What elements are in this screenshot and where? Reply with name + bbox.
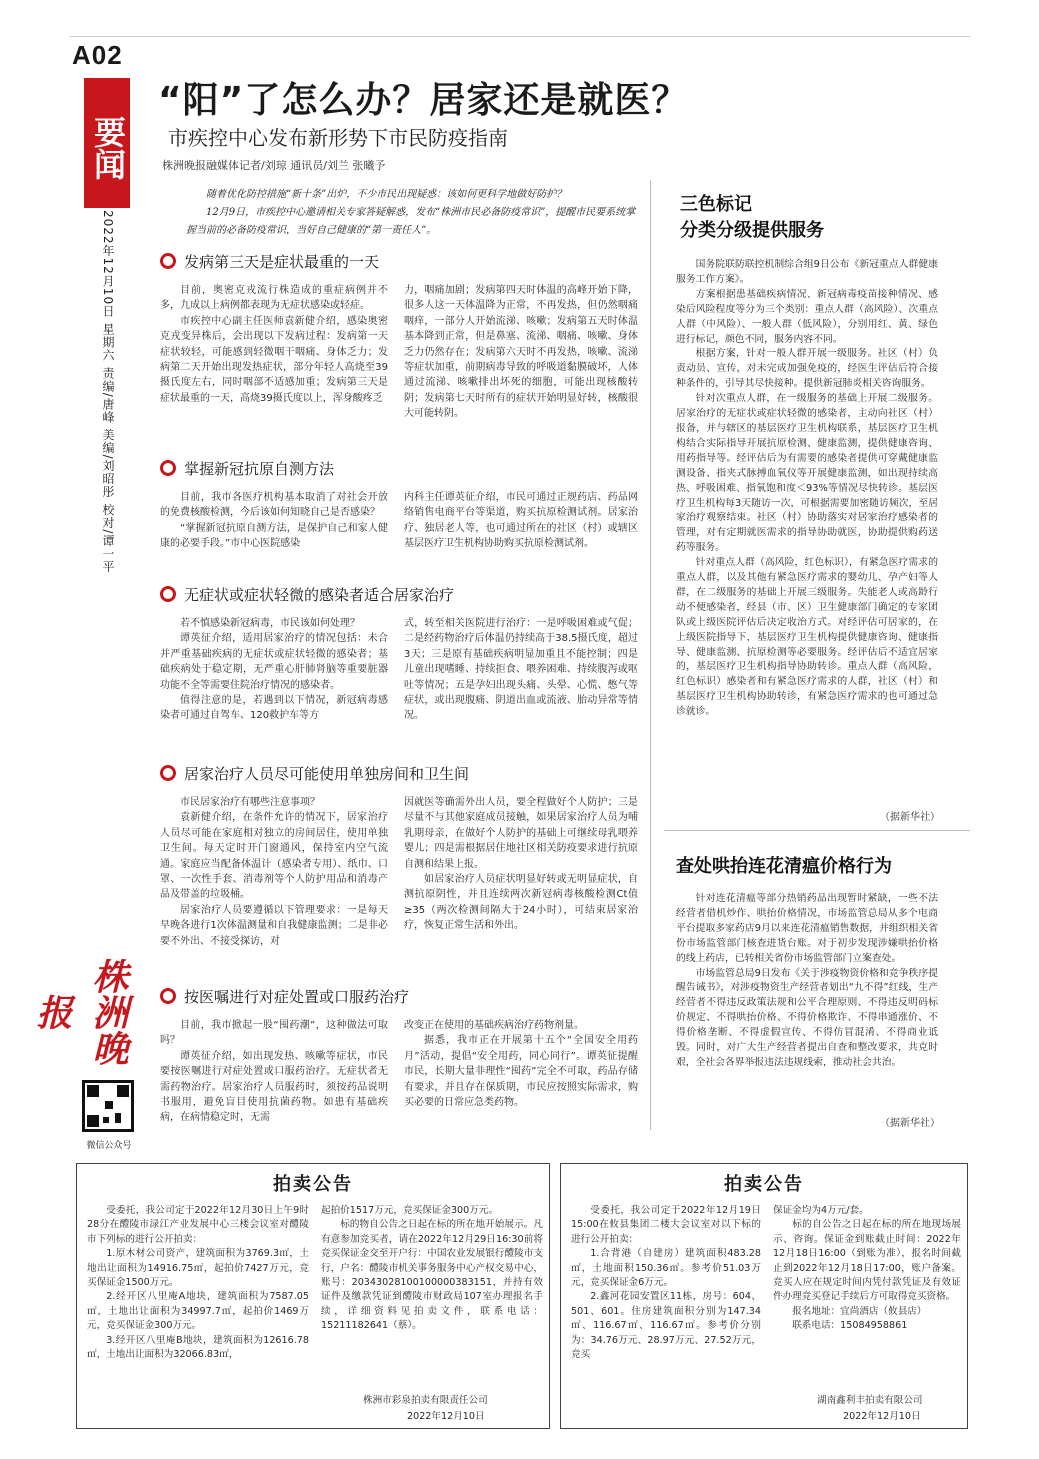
notice-date: 2022年12月10日 [843,1411,921,1422]
notice-date: 2022年12月10日 [407,1411,485,1422]
paragraph: 市场监管总局9日发布《关于涉疫物资价格和竞争秩序提醒告诫书》，对涉疫物资生产经营者划出“九不得”红线，生产经营者不得违反政策法规和公平合理原则、不得违反明码标价规定、不得哄抬价格、不得价格欺诈、不得串通涨价、不得价格垄断、不得虚假宣传、不得仿冒混淆、不得商业诋毁。同时，对广大生产经营者提出自查和整改要求，共克时艰，全社会各界举报违法违规线索，推动社会共治。 [676,967,938,1068]
paragraph: 市疾控中心副主任医师袁新健介绍，感染奥密克戎变异株后，会出现以下发病过程：发病第一天症状较轻，可能感到轻微咽干咽痛、身体乏力；发病第二天开始出现发热症状，部分年轻人高烧至39摄氏度左右，同时咽部不适感加重；发病第三天是症状最重的一天，高烧39摄氏度以上，浑身酸疼乏 [160,315,388,404]
newspaper-logo: 株洲晚报 [31,958,129,1066]
paragraph: 报名地址：宜尚酒店（攸县店） [792,1305,927,1317]
paragraph: 目前，我市各医疗机构基本取消了对社会开放的免费核酸检测，今后该如何知晓自己是否感染？ [160,492,388,519]
paragraph: 目前，我市掀起一股“囤药潮”，这种做法可取吗？ [160,1020,388,1047]
subheading-2: 掌握新冠抗原自测方法 [160,458,334,478]
paragraph: 保证金均为4万元/套。 [773,1205,869,1216]
section-4-col-1 [160,795,388,971]
paragraph: 标的自公告之日起在标的所在地现场展示、咨询。保证金到账截止时间：2022年12月18日16:00（到账为准），报名时间截止到2022年12月18日17:00，账户备案。竞买人应在规定时间内凭付款凭证及有效证件办理竞买登记手续后方可取得竞买资格。 [773,1219,961,1303]
bullet-circle-icon [160,988,176,1004]
paragraph: 联系电话：15084958861 [792,1320,908,1332]
notice-1-col-2 [321,1204,543,1388]
notice-2-col-2 [773,1204,961,1390]
subheading-3: 无症状或症状轻微的感染者适合居家治疗 [160,584,454,604]
right-article-body [676,258,938,806]
paragraph: 若不慎感染新冠病毒，市民该如何处理？ [180,618,360,629]
paragraph: 方案根据患基础疾病情况、新冠病毒疫苗接种情况、感染后风险程度等分为三个类别：重点人群（高风险）、次重点人群（中风险）、一般人群（低风险），分别用红、黄、绿色进行标记，颜色不同，服务内容不同。 [676,288,938,345]
right-article-2-title: 查处哄抬连花清瘟价格行为 [676,856,892,877]
byline: 株洲晚报融媒体记者/刘琼 通讯员/刘兰 张曦予 [162,159,386,172]
notice-title: 拍卖公告 [273,1174,353,1195]
lead-line: 随着优化防控措施“新十条”出炉，不少市民出现疑惑：该如何更科学地做好防护？ [206,189,567,200]
notice-2-col-1 [571,1204,761,1424]
paragraph: 谭英征介绍，适用居家治疗的情况包括：未合并严重基础疾病的无症状或症状轻微的感染者；基础疾病处于稳定期，无严重心肝肺肾脑等重要脏器功能不全等需要住院治疗情况的感染者。 [160,633,388,691]
paragraph: 市民居家治疗有哪些注意事项？ [180,797,320,808]
paragraph: 根据方案，针对一般人群开展一级服务。社区（村）负责动员、宣传，对未完成加强免疫的，经医生评估后符合接种条件的，引导其尽快接种。提供新冠肺炎相关咨询服务。 [676,348,938,390]
paragraph: 受委托，我公司定于2022年12月19日15:00在攸县集团二楼大会议室对以下标的进行公开拍卖： [571,1205,761,1245]
section-1-col-2 [404,283,638,443]
paragraph: 针对次重点人群，在一级服务的基础上开展二级服务。居家治疗的无症状或症状轻微的感染者，主动向社区（村）报备，并与辖区的基层医疗卫生机构联系，基层医疗卫生机构结合实际指导开展抗原检测、健康监测，提供健康咨询、用药指导等。经评估后为有需要的感染者提供可穿戴健康监测设备、指夹式脉搏血氧仪等开展健康监测，如出现持续高热、呼吸困难、指氧饱和度＜93%等情况尽快转诊。基层医疗卫生机构每3天随访一次，可根据需要加密随访频次，至居家治疗观察结束。社区（村）协助落实对居家治疗感染者的管理，对有定期就医需求的指导协助就医，协助提供购药送药等服务。 [676,393,938,554]
section-1-col-1 [160,283,388,443]
paragraph: 改变正在使用的基础疾病治疗药物剂量。 [404,1020,584,1031]
bullet-circle-icon [160,586,176,602]
paragraph: 针对连花清瘟等部分热销药品出现暂时紧缺，一些不法经营者借机炒作、哄抬价格情况，市场监管总局从多个电商平台提取多家药店9月以来连花清瘟销售数据，并组织相关省份市场监管部门核查进货台账。对于初步发现涉嫌哄抬价格的线上药店，已转相关省份市场监管部门立案查处。 [676,893,938,964]
section-5-col-2 [404,1018,638,1130]
lead-paragraph [186,186,644,240]
section-3-col-1 [160,616,388,746]
auction-notice-2 [560,1163,968,1429]
paragraph: 如居家治疗人员症状明显好转或无明显症状，自测抗原阴性，并且连续两次新冠病毒核酸检测Ct值≥35（两次检测间隔大于24小时），可结束居家治疗，恢复正常生活和外出。 [404,874,638,932]
paragraph: 居家治疗人员要遵循以下管理要求：一是每天早晚各进行1次体温测量和自我健康监测；二是非必要不外出、不接受探访，对 [160,904,388,947]
subheading-5: 按医嘱进行对症处置或口服药治疗 [160,986,409,1006]
paragraph: 值得注意的是，若遇到以下情况，新冠病毒感染者可通过自驾车、120救护车等方 [160,695,388,722]
right-article-title-1: 三色标记 [680,194,752,215]
subheading-4: 居家治疗人员尽可能使用单独房间和卫生间 [160,763,469,783]
paragraph: 式，转至相关医院进行治疗：一是呼吸困难或气促；二是经药物治疗后体温仍持续高于38.5摄氏度，超过3天；三是原有基础疾病明显加重且不能控制；四是儿童出现嗜睡、持续拒食、喂养困难、持续腹泻或呕吐等情况；五是孕妇出现头痛、头晕、心慌、憋气等症状，或出现腹痛、阴道出血或流液、胎动异常等情况。 [404,618,638,722]
section-5-col-1 [160,1018,388,1130]
top-rule [70,36,970,37]
notice-1-col-1 [87,1204,309,1424]
notice-title: 拍卖公告 [724,1174,804,1195]
auction-notice-1 [76,1163,550,1429]
paragraph: 1.合背港（自建房）建筑面积483.28㎡，土地面积150.36㎡。参考价51.03万元，竞买保证金6万元。 [571,1248,761,1289]
column-divider [650,180,651,1130]
paragraph: 标的物自公告之日起在标的所在地开始展示。凡有意参加竞买者，请在2022年12月29日16:30前将竞买保证金交至开户行：中国农业发展银行醴陵市支行，户名：醴陵市机关事务服务中心产权交易中心，账号：20343028100100000383151，并持有效证件及缴款凭证到醴陵市财政局107室办理报名手续，详细资料见拍卖文件，联系电话：15211182641（蔡）。 [321,1219,543,1332]
paragraph: 袁新健介绍，在条件允许的情况下，居家治疗人员尽可能在家庭相对独立的房间居住，使用单独卫生间。每天定时开门窗通风，保持室内空气流通。家庭应当配备体温计（感染者专用）、纸巾、口罩、一次性手套、消毒剂等个人防护用品和消毒产品及带盖的垃圾桶。 [160,812,388,901]
paragraph: 力，咽痛加剧；发病第四天时体温的高峰开始下降，很多人这一天体温降为正常，不再发热，但仍然咽痛咽痒，一部分人开始流涕、咳嗽；发病第五天时体温基本降到正常，但是鼻塞、流涕、咽痛、咳嗽、身体乏力仍然存在；发病第六天时不再发热，咳嗽、流涕等症状加重，前期病毒导致的呼吸道黏膜破坏，人体通过流涕、咳嗽排出坏死的细胞，可能出现核酸转阴；发病第七天时所有的症状开始明显好转，核酸很大可能转阴。 [404,285,638,420]
qr-label: 微信公众号 [86,1141,132,1151]
bullet-circle-icon [160,253,176,269]
paragraph: 针对重点人群（高风险，红色标识），有紧急医疗需求的重点人群，以及其他有紧急医疗需求的婴幼儿、孕产妇等人群，在二级服务的基础上开展三级服务。失能老人或高龄行动不便感染者，经县（市、区）卫生健康部门确定的专家团队或上级医院评估后决定收治方式。对经评估可居家的，在上级医院指导下，基层医疗卫生机构提供健康咨询、健康指导、健康监测、抗原检测等必要服务。经评估后不适宜居家的，基层医疗卫生机构指导协助转诊。重点人群（高风险，红色标识）感染者和有紧急医疗需求的人群，社区（村）和基层医疗卫生机构协助转诊，有紧急医疗需求的也可通过急诊就诊。 [676,557,938,718]
notice-signer: 湖南鑫利丰拍卖有限公司 [817,1395,923,1406]
right-article-2-body [676,892,938,1110]
right-article-title-2: 分类分级提供服务 [680,220,824,241]
paragraph: 谭英征介绍，如出现发热、咳嗽等症状，市民要按医嘱进行对症处置或口服药治疗。无症状者无需药物治疗。居家治疗人员服药时，须按药品说明书服用，避免盲目使用抗菌药物。如患有基础疾病，在病情稳定时，无需 [160,1050,388,1124]
paragraph: 受委托，我公司定于2022年12月30日上午9时28分在醴陵市渌江产业发展中心三楼会议室对醴陵市下列标的进行公开拍卖： [87,1205,309,1245]
headline: “阳”了怎么办？居家还是就医？ [158,80,689,121]
paragraph: 1.原木材公司资产，建筑面积为3769.3㎡，土地出让面积为14916.75㎡，起拍价7427万元，竞买保证金1500万元。 [87,1248,309,1289]
paragraph: 国务院联防联控机制综合组9日公布《新冠重点人群健康服务工作方案》。 [676,259,938,285]
section-2-col-2 [404,490,638,568]
bullet-circle-icon [160,765,176,781]
subheadline: 市疾控中心发布新形势下市民防疫指南 [168,126,508,150]
paragraph: 起拍价1517万元，竞买保证金300万元。 [321,1205,499,1216]
paragraph: 3.经开区八里庵B地块，建筑面积为12616.78㎡，土地出让面积为32066.83㎡， [87,1334,309,1361]
page-number: A02 [72,40,123,70]
paragraph: 内科主任谭英征介绍，市民可通过正规药店、药品网络销售电商平台等渠道，购买抗原检测试剂。居家治疗、独居老人等，也可通过所在的社区（村）或辖区基层医疗卫生机构协助购买抗原检测试剂。 [404,492,638,550]
section-3-col-2 [404,616,638,746]
notice-signer: 株洲市彩泉拍卖有限责任公司 [363,1395,488,1406]
paragraph: 因就医等确需外出人员，要全程做好个人防护；三是尽量不与其他家庭成员接触，如果居家治疗人员为哺乳期母亲，在做好个人防护的基础上可继续母乳喂养婴儿；四是需根据居住地社区相关防疫要求进行抗原自测和结果上报。 [404,797,638,870]
dateline: 2022年12月10日 星期六 责编/唐峰 美编/刘昭彤 校对/谭一平 [101,210,115,574]
paragraph: 2.鑫河花园安置区11栋，房号：604、501、601。住房建筑面积分别为147.34㎡、116.67㎡、116.67㎡。参考价分别为：34.76万元、28.97万元、27.52万元，竞买 [571,1291,761,1361]
paragraph: “掌握新冠抗原自测方法，是保护自己和家人健康的必要手段。”市中心医院感染 [160,522,388,550]
paragraph: 2.经开区八里庵A地块，建筑面积为7587.05㎡，土地出让面积为34997.7㎡，起拍价1469万元，竞买保证金300万元。 [87,1291,309,1332]
qr-code-icon [82,1080,134,1132]
section-tag: 要闻 [84,78,130,208]
subheading-1: 发病第三天是症状最重的一天 [160,251,379,271]
section-2-col-1 [160,490,388,568]
section-divider [664,830,970,831]
bullet-circle-icon [160,460,176,476]
paragraph: 目前，奥密克戎流行株造成的重症病例并不多，九成以上病例都表现为无症状感染或轻症。 [160,285,388,312]
section-4-col-2 [404,795,638,971]
paragraph: 据悉，我市正在开展第十五个“全国安全用药月”活动，提倡“安全用药，同心同行”。谭英征提醒市民，长期大量非理性“囤药”完全不可取，药品存储有要求，并且存在保质期，市民应按照实际需求，购买必要的日常应急类药物。 [404,1035,638,1109]
source-credit: （据新华社） [880,1118,940,1129]
lead-line: 12月9日，市疾控中心邀请相关专家答疑解惑，发布“株洲市民必备防疫常识”，提醒市民要系统掌握当前的必备防疫常识，当好自己健康的“第一责任人”。 [186,207,636,236]
source-credit: （据新华社） [880,812,940,823]
